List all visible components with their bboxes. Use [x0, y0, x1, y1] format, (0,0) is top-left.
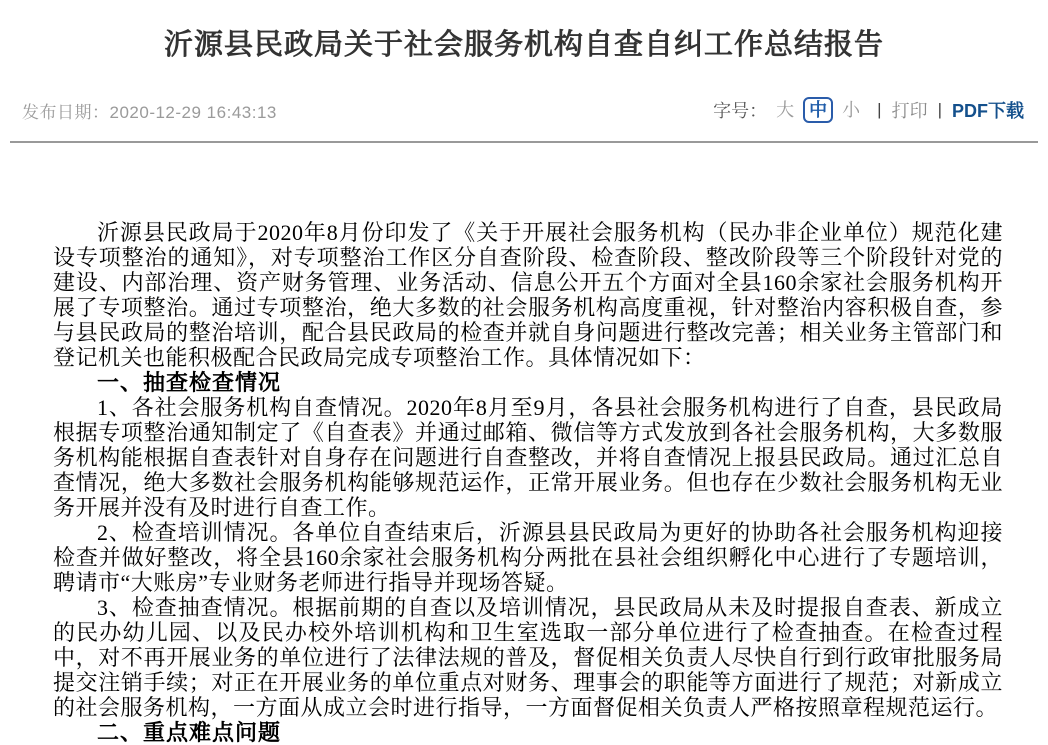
page-title: 沂源县民政局关于社会服务机构自查自纠工作总结报告	[163, 29, 884, 61]
publish-date: 发布日期：2020-12-29 16:43:13	[22, 102, 277, 122]
section-heading: 二、重点难点问题	[97, 720, 282, 745]
font-size-large-button[interactable]: 大	[771, 97, 799, 123]
print-button[interactable]: 打印	[891, 101, 928, 121]
meta-row	[22, 96, 1024, 124]
separator: |	[937, 100, 942, 119]
header-divider	[10, 141, 1038, 143]
separator: |	[877, 100, 882, 119]
header-controls	[713, 97, 1024, 123]
font-size-label: 字号：	[713, 101, 768, 121]
section-heading: 一、抽查检查情况	[97, 370, 282, 395]
paragraph: 2、检查培训情况。各单位自查结束后，沂源县县民政局为更好的协助各社会服务机构迎接检查并做好整改，将全县160余家社会服务机构分两批在县社会组织孵化中心进行了专题培训，聘请市“大账房”专业财务老师进行指导并现场答疑。	[53, 520, 1003, 595]
font-size-medium-button[interactable]: 中	[803, 97, 833, 123]
paragraph: 1、各社会服务机构自查情况。2020年8月至9月，各县社会服务机构进行了自查，县民政局根据专项整治通知制定了《自查表》并通过邮箱、微信等方式发放到各社会服务机构，大多数服务机构能根据自查表针对自身存在问题进行自查整改，并将自查情况上报县民政局。通过汇总自查情况，绝大多数社会服务机构能够规范运作，正常开展业务。但也存在少数社会服务机构无业务开展并没有及时进行自查工作。	[53, 395, 1003, 520]
pdf-download-button[interactable]: PDF下载	[952, 101, 1024, 121]
font-size-small-button[interactable]: 小	[837, 97, 865, 123]
article-body	[53, 220, 1003, 745]
paragraph: 3、检查抽查情况。根据前期的自查以及培训情况，县民政局从未及时提报自查表、新成立的民办幼儿园、以及民办校外培训机构和卫生室选取一部分单位进行了检查抽查。在检查过程中，对不再开展业务的单位进行了法律法规的普及，督促相关负责人尽快自行到行政审批服务局提交注销手续；对正在开展业务的单位重点对财务、理事会的职能等方面进行了规范；对新成立的社会服务机构，一方面从成立会时进行指导，一方面督促相关负责人严格按照章程规范运行。	[53, 595, 1003, 720]
paragraph: 沂源县民政局于2020年8月份印发了《关于开展社会服务机构（民办非企业单位）规范化建设专项整治的通知》，对专项整治工作区分自查阶段、检查阶段、整改阶段等三个阶段针对党的建设、内部治理、资产财务管理、业务活动、信息公开五个方面对全县160余家社会服务机构开展了专项整治。通过专项整治，绝大多数的社会服务机构高度重视，针对整治内容积极自查，参与县民政局的整治培训，配合县民政局的检查并就自身问题进行整改完善；相关业务主管部门和登记机关也能积极配合民政局完成专项整治工作。具体情况如下：	[53, 220, 1003, 370]
